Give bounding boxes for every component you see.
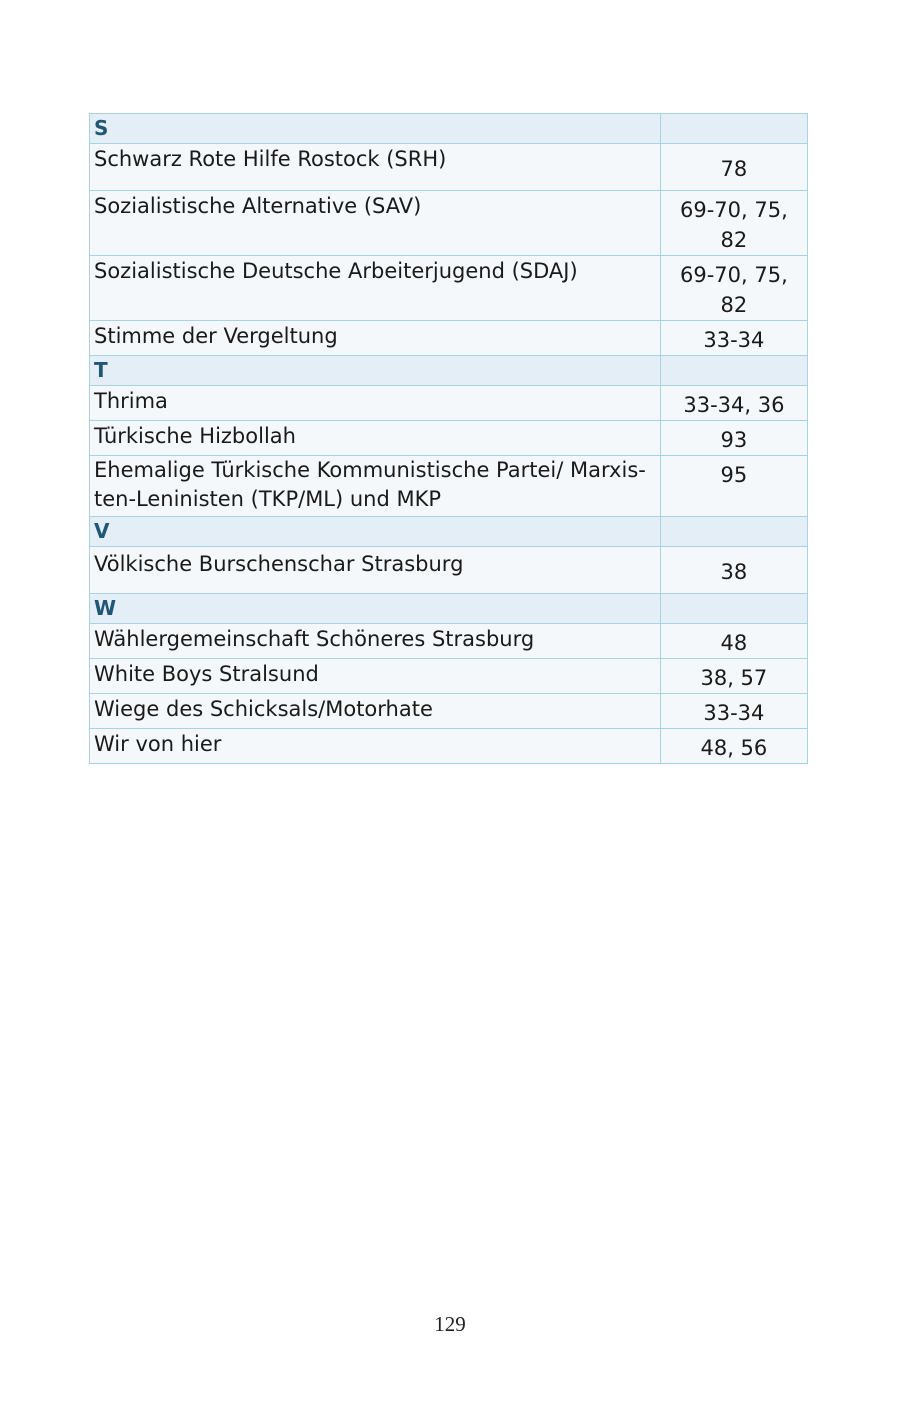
section-pages-empty bbox=[660, 517, 807, 547]
entry-name: Sozialistische Deutsche Arbeiterjugend (SDAJ) bbox=[90, 256, 661, 321]
section-header-v bbox=[90, 517, 808, 547]
entry-name-line-1: Ehemalige Türkische Kommunistische Partei/ Marxis- bbox=[94, 458, 646, 482]
table-row bbox=[90, 191, 808, 256]
entry-name-multiline bbox=[90, 456, 661, 517]
entry-name: Thrima bbox=[90, 386, 661, 421]
entry-pages: 33-34 bbox=[660, 321, 807, 356]
section-letter: V bbox=[90, 517, 661, 547]
table-row bbox=[90, 321, 808, 356]
table-row bbox=[90, 144, 808, 191]
entry-pages: 38 bbox=[660, 547, 807, 594]
table-row bbox=[90, 547, 808, 594]
entry-name: Wiege des Schicksals/Motorhate bbox=[90, 694, 661, 729]
index-table bbox=[89, 113, 808, 764]
entry-pages: 95 bbox=[660, 456, 807, 517]
page-number: 129 bbox=[434, 1312, 466, 1336]
entry-pages: 93 bbox=[660, 421, 807, 456]
table-row bbox=[90, 729, 808, 764]
entry-name: Stimme der Vergeltung bbox=[90, 321, 661, 356]
table-row bbox=[90, 624, 808, 659]
table-row bbox=[90, 421, 808, 456]
entry-name: Sozialistische Alternative (SAV) bbox=[90, 191, 661, 256]
entry-pages: 38, 57 bbox=[660, 659, 807, 694]
entry-pages: 69-70, 75, 82 bbox=[660, 191, 807, 256]
section-letter: W bbox=[90, 594, 661, 624]
entry-name: Schwarz Rote Hilfe Rostock (SRH) bbox=[90, 144, 661, 191]
entry-pages: 33-34 bbox=[660, 694, 807, 729]
section-header-t bbox=[90, 356, 808, 386]
section-letter: S bbox=[90, 114, 661, 144]
entry-name: Wählergemeinschaft Schöneres Strasburg bbox=[90, 624, 661, 659]
section-pages-empty bbox=[660, 356, 807, 386]
entry-pages: 48 bbox=[660, 624, 807, 659]
entry-pages: 48, 56 bbox=[660, 729, 807, 764]
entry-name-line-2: ten-Leninisten (TKP/ML) und MKP bbox=[94, 487, 442, 511]
entry-name: Völkische Burschenschar Strasburg bbox=[90, 547, 661, 594]
entry-name: White Boys Stralsund bbox=[90, 659, 661, 694]
section-letter: T bbox=[90, 356, 661, 386]
table-row bbox=[90, 659, 808, 694]
entry-pages: 78 bbox=[660, 144, 807, 191]
section-header-s bbox=[90, 114, 808, 144]
section-pages-empty bbox=[660, 114, 807, 144]
section-header-w bbox=[90, 594, 808, 624]
entry-name: Wir von hier bbox=[90, 729, 661, 764]
section-pages-empty bbox=[660, 594, 807, 624]
table-row bbox=[90, 256, 808, 321]
table-row bbox=[90, 694, 808, 729]
entry-pages: 33-34, 36 bbox=[660, 386, 807, 421]
table-row bbox=[90, 456, 808, 517]
table-row bbox=[90, 386, 808, 421]
entry-name: Türkische Hizbollah bbox=[90, 421, 661, 456]
entry-pages: 69-70, 75, 82 bbox=[660, 256, 807, 321]
